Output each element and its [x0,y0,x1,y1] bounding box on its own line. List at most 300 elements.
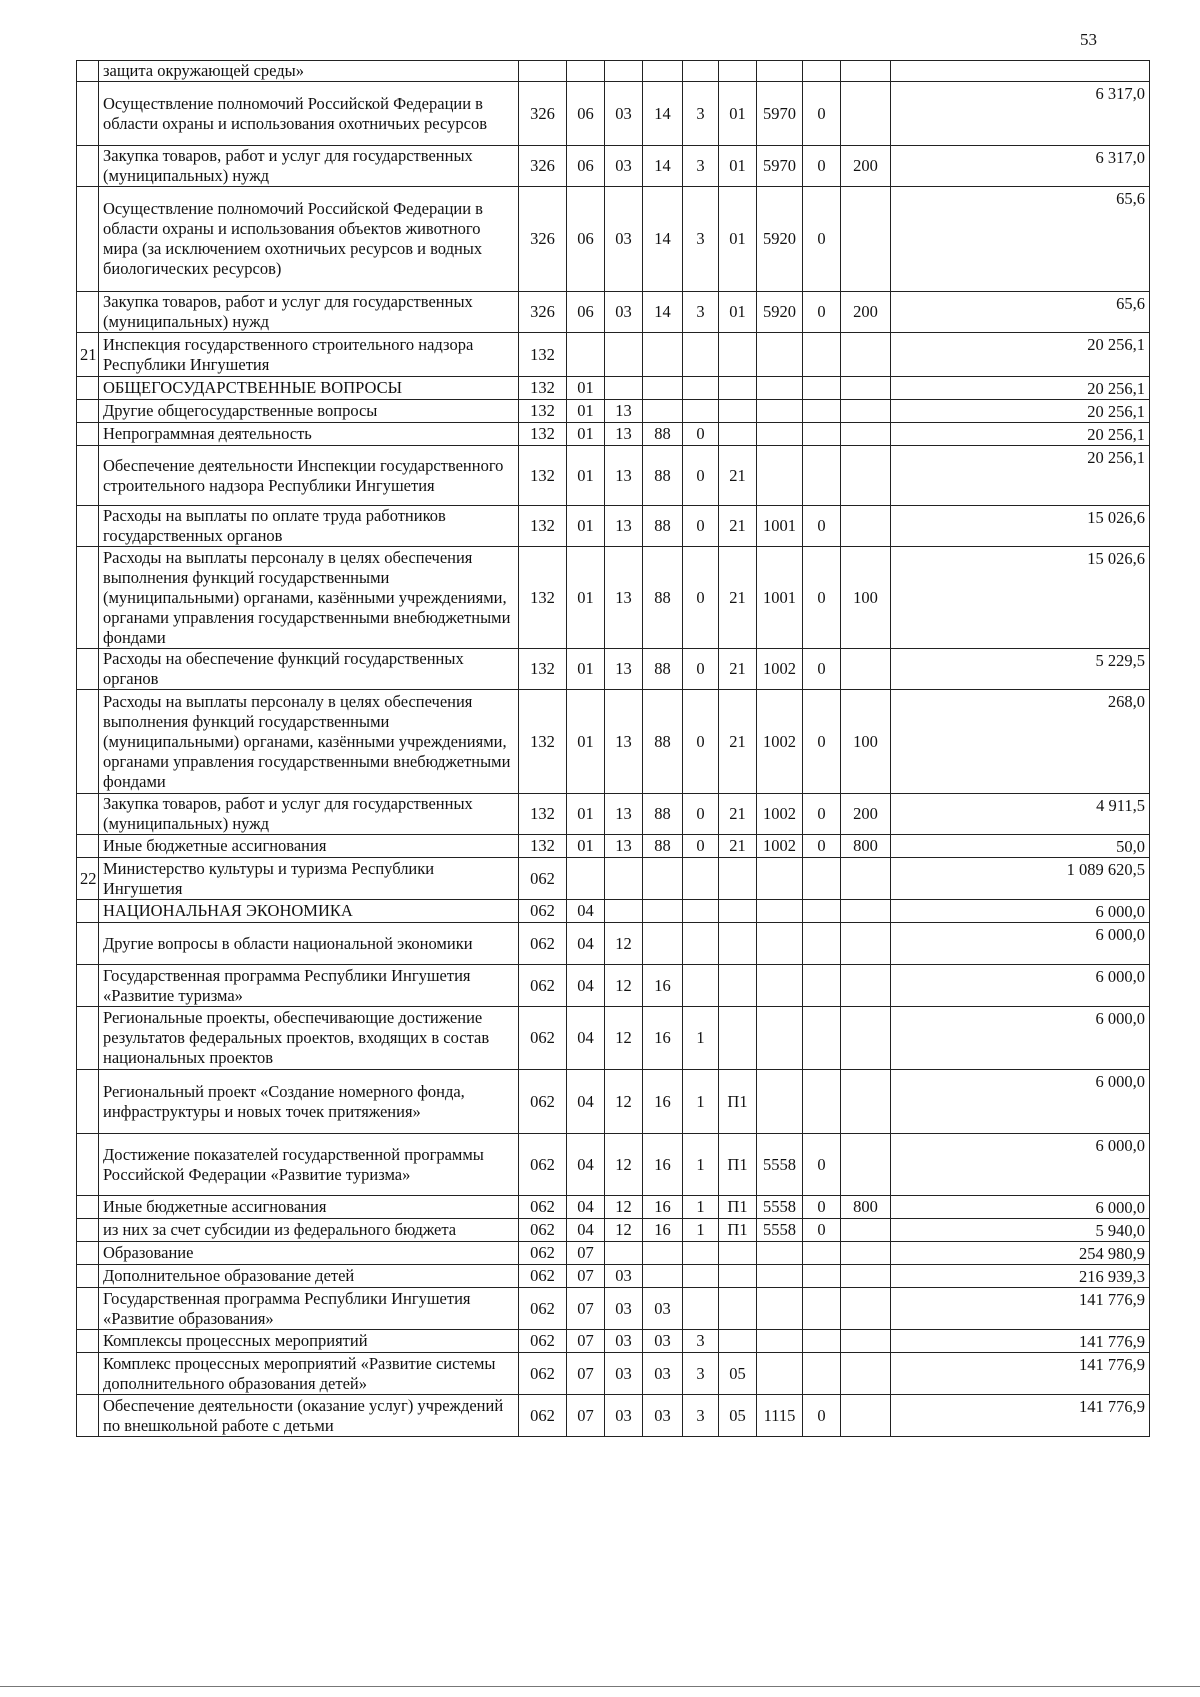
program-code [643,400,683,423]
row-name: Непрограммная деятельность [99,423,519,446]
activity-code: П1 [719,1070,757,1134]
activity-code [719,1242,757,1265]
row-number [77,1330,99,1353]
expense-type-code [841,923,891,965]
table-row [77,1007,1150,1070]
subsection-code [605,1242,643,1265]
direction-code [757,377,803,400]
subprogram-code: 1 [683,1007,719,1070]
expense-type-code [841,423,891,446]
activity-code [719,1330,757,1353]
subsection-code [605,61,643,82]
section-code: 06 [567,82,605,146]
row-amount: 65,6 [891,292,1150,333]
sub-direction-code [803,400,841,423]
row-amount: 20 256,1 [891,446,1150,506]
subsection-code: 03 [605,1265,643,1288]
program-code [643,858,683,900]
expense-type-code [841,900,891,923]
row-number [77,423,99,446]
sub-direction-code: 0 [803,835,841,858]
row-amount: 15 026,6 [891,506,1150,547]
sub-direction-code [803,1330,841,1353]
expense-type-code [841,1134,891,1196]
activity-code: 01 [719,146,757,187]
activity-code: 21 [719,835,757,858]
row-name: Обеспечение деятельности Инспекции государственного строительного надзора Республики Ингушетия [99,446,519,506]
expense-type-code [841,446,891,506]
row-amount: 6 000,0 [891,923,1150,965]
admin-code: 062 [519,1265,567,1288]
sub-direction-code [803,423,841,446]
activity-code: 21 [719,547,757,649]
row-name: ОБЩЕГОСУДАРСТВЕННЫЕ ВОПРОСЫ [99,377,519,400]
expense-type-code: 800 [841,835,891,858]
subsection-code: 12 [605,1134,643,1196]
expense-type-code [841,377,891,400]
row-name: Государственная программа Республики Ингушетия «Развитие туризма» [99,965,519,1007]
row-number [77,400,99,423]
program-code: 03 [643,1395,683,1437]
sub-direction-code: 0 [803,1395,841,1437]
direction-code: 5970 [757,146,803,187]
direction-code [757,1353,803,1395]
subprogram-code: 0 [683,506,719,547]
subprogram-code: 0 [683,835,719,858]
expense-type-code [841,1265,891,1288]
program-code: 14 [643,82,683,146]
subprogram-code: 0 [683,649,719,690]
admin-code: 326 [519,146,567,187]
expense-type-code [841,333,891,377]
row-number [77,1288,99,1330]
row-number [77,1134,99,1196]
subprogram-code: 3 [683,1330,719,1353]
subsection-code: 13 [605,547,643,649]
row-name: Достижение показателей государственной программы Российской Федерации «Развитие туризма» [99,1134,519,1196]
program-code: 88 [643,794,683,835]
activity-code: 01 [719,187,757,292]
subprogram-code: 1 [683,1134,719,1196]
section-code: 04 [567,923,605,965]
sub-direction-code: 0 [803,794,841,835]
direction-code [757,1330,803,1353]
admin-code: 062 [519,965,567,1007]
activity-code: П1 [719,1219,757,1242]
row-name: Расходы на выплаты персоналу в целях обеспечения выполнения функций государственными (муниципальными) органами, казёнными учреждениями, органами управления государственными внебюджетными фондами [99,690,519,794]
program-code [643,333,683,377]
sub-direction-code [803,61,841,82]
activity-code: 21 [719,690,757,794]
subsection-code: 13 [605,649,643,690]
program-code: 16 [643,1219,683,1242]
subprogram-code: 3 [683,146,719,187]
program-code: 88 [643,506,683,547]
direction-code: 5558 [757,1134,803,1196]
row-number [77,835,99,858]
subsection-code: 13 [605,400,643,423]
admin-code: 132 [519,377,567,400]
direction-code [757,1288,803,1330]
admin-code: 062 [519,1196,567,1219]
subprogram-code [683,1242,719,1265]
table-row [77,292,1150,333]
direction-code [757,965,803,1007]
sub-direction-code: 0 [803,1134,841,1196]
row-number [77,1395,99,1437]
expense-type-code [841,1288,891,1330]
table-row [77,690,1150,794]
row-number [77,923,99,965]
expense-type-code [841,187,891,292]
table-row [77,835,1150,858]
section-code: 04 [567,1196,605,1219]
page-number: 53 [1080,30,1097,49]
program-code: 14 [643,146,683,187]
section-code: 01 [567,446,605,506]
section-code: 07 [567,1353,605,1395]
direction-code [757,333,803,377]
sub-direction-code [803,333,841,377]
row-name: Инспекция государственного строительного надзора Республики Ингушетия [99,333,519,377]
row-number [77,1242,99,1265]
subsection-code: 12 [605,923,643,965]
row-name: из них за счет субсидии из федерального бюджета [99,1219,519,1242]
activity-code: 21 [719,794,757,835]
activity-code: 01 [719,292,757,333]
expense-type-code [841,1395,891,1437]
table-row [77,423,1150,446]
row-name: Региональные проекты, обеспечивающие достижение результатов федеральных проектов, входящих в состав национальных проектов [99,1007,519,1070]
program-code: 03 [643,1353,683,1395]
admin-code: 062 [519,1007,567,1070]
admin-code: 326 [519,82,567,146]
expense-type-code: 200 [841,292,891,333]
subprogram-code: 3 [683,292,719,333]
expense-type-code [841,1330,891,1353]
row-number [77,794,99,835]
admin-code: 062 [519,1219,567,1242]
admin-code: 132 [519,400,567,423]
row-name: Министерство культуры и туризма Республики Ингушетия [99,858,519,900]
subprogram-code [683,333,719,377]
expense-type-code [841,858,891,900]
direction-code: 5558 [757,1219,803,1242]
section-code [567,858,605,900]
subprogram-code [683,61,719,82]
row-amount: 141 776,9 [891,1330,1150,1353]
section-code [567,333,605,377]
direction-code [757,446,803,506]
program-code: 88 [643,446,683,506]
sub-direction-code [803,900,841,923]
subprogram-code: 3 [683,1353,719,1395]
table-row [77,900,1150,923]
row-number [77,1070,99,1134]
subprogram-code: 0 [683,423,719,446]
row-number: 22 [77,858,99,900]
section-code: 01 [567,506,605,547]
subprogram-code: 0 [683,446,719,506]
row-name: Иные бюджетные ассигнования [99,835,519,858]
row-name: Расходы на выплаты персоналу в целях обеспечения выполнения функций государственными (муниципальными) органами, казёнными учреждениями, органами управления государственными внебюджетными фондами [99,547,519,649]
row-amount: 6 000,0 [891,1070,1150,1134]
program-code: 16 [643,1070,683,1134]
table-row [77,146,1150,187]
program-code: 14 [643,187,683,292]
direction-code: 5920 [757,292,803,333]
row-number [77,1265,99,1288]
row-name: Комплексы процессных мероприятий [99,1330,519,1353]
program-code [643,61,683,82]
program-code: 88 [643,690,683,794]
row-name: Другие вопросы в области национальной экономики [99,923,519,965]
sub-direction-code: 0 [803,690,841,794]
admin-code: 062 [519,1070,567,1134]
admin-code: 132 [519,690,567,794]
row-amount: 6 000,0 [891,1196,1150,1219]
table-row [77,1265,1150,1288]
activity-code [719,900,757,923]
subsection-code: 13 [605,446,643,506]
direction-code [757,1007,803,1070]
row-amount: 20 256,1 [891,333,1150,377]
subsection-code: 03 [605,1288,643,1330]
row-number [77,187,99,292]
row-name: Комплекс процессных мероприятий «Развитие системы дополнительного образования детей» [99,1353,519,1395]
row-amount: 15 026,6 [891,547,1150,649]
row-number [77,1219,99,1242]
section-code: 01 [567,547,605,649]
admin-code: 132 [519,506,567,547]
expense-type-code: 100 [841,690,891,794]
sub-direction-code: 0 [803,649,841,690]
admin-code: 062 [519,858,567,900]
row-amount: 141 776,9 [891,1395,1150,1437]
table-row [77,400,1150,423]
sub-direction-code [803,1007,841,1070]
row-amount: 1 089 620,5 [891,858,1150,900]
subsection-code: 13 [605,506,643,547]
admin-code: 062 [519,923,567,965]
program-code: 88 [643,547,683,649]
section-code: 07 [567,1395,605,1437]
activity-code [719,333,757,377]
sub-direction-code [803,377,841,400]
activity-code: 21 [719,649,757,690]
expense-type-code [841,1242,891,1265]
direction-code [757,923,803,965]
direction-code: 5970 [757,82,803,146]
activity-code: 05 [719,1395,757,1437]
program-code [643,1265,683,1288]
activity-code [719,377,757,400]
admin-code: 326 [519,187,567,292]
program-code: 88 [643,423,683,446]
expense-type-code [841,1219,891,1242]
table-row [77,547,1150,649]
sub-direction-code [803,965,841,1007]
direction-code [757,423,803,446]
activity-code: П1 [719,1196,757,1219]
row-name: Закупка товаров, работ и услуг для государственных (муниципальных) нужд [99,146,519,187]
subprogram-code [683,858,719,900]
row-name: Другие общегосударственные вопросы [99,400,519,423]
row-amount: 5 940,0 [891,1219,1150,1242]
sub-direction-code: 0 [803,1196,841,1219]
admin-code: 132 [519,794,567,835]
section-code: 04 [567,1007,605,1070]
budget-table [76,60,1150,1437]
direction-code [757,858,803,900]
admin-code: 062 [519,900,567,923]
subsection-code: 03 [605,1353,643,1395]
program-code: 88 [643,835,683,858]
direction-code: 1002 [757,649,803,690]
table-body [77,61,1150,1437]
sub-direction-code [803,923,841,965]
table-row [77,1330,1150,1353]
program-code: 16 [643,965,683,1007]
sub-direction-code [803,1288,841,1330]
expense-type-code [841,1070,891,1134]
table-row [77,794,1150,835]
expense-type-code [841,400,891,423]
section-code: 07 [567,1265,605,1288]
section-code: 01 [567,649,605,690]
subsection-code [605,333,643,377]
activity-code [719,1007,757,1070]
page-bottom-edge [0,1686,1200,1687]
admin-code: 062 [519,1353,567,1395]
table-row [77,1134,1150,1196]
table-row [77,1196,1150,1219]
table-row [77,858,1150,900]
admin-code: 062 [519,1330,567,1353]
section-code: 01 [567,377,605,400]
sub-direction-code [803,1353,841,1395]
activity-code [719,923,757,965]
program-code: 03 [643,1288,683,1330]
row-amount: 5 229,5 [891,649,1150,690]
section-code: 06 [567,187,605,292]
table-row [77,1288,1150,1330]
section-code: 01 [567,794,605,835]
section-code: 07 [567,1330,605,1353]
row-name: Образование [99,1242,519,1265]
expense-type-code [841,649,891,690]
program-code [643,377,683,400]
row-number [77,506,99,547]
direction-code [757,400,803,423]
row-name: Осуществление полномочий Российской Федерации в области охраны и использования объектов животного мира (за исключением охотничьих ресурсов и водных биологических ресурсов) [99,187,519,292]
activity-code: 21 [719,506,757,547]
row-amount: 20 256,1 [891,423,1150,446]
table-row [77,377,1150,400]
row-amount: 141 776,9 [891,1288,1150,1330]
table-row [77,61,1150,82]
row-amount: 6 000,0 [891,965,1150,1007]
subsection-code: 13 [605,690,643,794]
row-name: НАЦИОНАЛЬНАЯ ЭКОНОМИКА [99,900,519,923]
subsection-code [605,377,643,400]
sub-direction-code: 0 [803,187,841,292]
expense-type-code [841,82,891,146]
admin-code: 132 [519,446,567,506]
row-amount: 216 939,3 [891,1265,1150,1288]
subprogram-code: 3 [683,187,719,292]
row-name: защита окружающей среды» [99,61,519,82]
row-number [77,965,99,1007]
section-code: 01 [567,835,605,858]
direction-code [757,1070,803,1134]
row-name: Расходы на обеспечение функций государственных органов [99,649,519,690]
subsection-code [605,900,643,923]
sub-direction-code: 0 [803,82,841,146]
sub-direction-code [803,1265,841,1288]
activity-code: 21 [719,446,757,506]
subprogram-code: 0 [683,794,719,835]
expense-type-code [841,1353,891,1395]
direction-code: 5920 [757,187,803,292]
section-code: 04 [567,1070,605,1134]
subprogram-code [683,965,719,1007]
row-number: 21 [77,333,99,377]
section-code: 06 [567,146,605,187]
section-code [567,61,605,82]
subprogram-code [683,923,719,965]
row-amount: 6 000,0 [891,1134,1150,1196]
subsection-code: 03 [605,1330,643,1353]
subprogram-code [683,400,719,423]
subprogram-code [683,1288,719,1330]
row-number [77,690,99,794]
sub-direction-code: 0 [803,506,841,547]
program-code [643,900,683,923]
activity-code [719,1265,757,1288]
row-name: Закупка товаров, работ и услуг для государственных (муниципальных) нужд [99,794,519,835]
row-amount: 4 911,5 [891,794,1150,835]
section-code: 01 [567,690,605,794]
subprogram-code: 0 [683,690,719,794]
program-code: 14 [643,292,683,333]
row-name: Государственная программа Республики Ингушетия «Развитие образования» [99,1288,519,1330]
table-row [77,506,1150,547]
row-name: Обеспечение деятельности (оказание услуг) учреждений по внешкольной работе с детьми [99,1395,519,1437]
direction-code: 1001 [757,506,803,547]
row-amount: 6 000,0 [891,900,1150,923]
admin-code: 062 [519,1288,567,1330]
activity-code: П1 [719,1134,757,1196]
row-amount: 6 317,0 [891,82,1150,146]
direction-code [757,900,803,923]
direction-code [757,61,803,82]
expense-type-code: 800 [841,1196,891,1219]
row-amount: 254 980,9 [891,1242,1150,1265]
row-number [77,146,99,187]
direction-code: 1002 [757,835,803,858]
subprogram-code: 1 [683,1196,719,1219]
admin-code: 132 [519,547,567,649]
sub-direction-code [803,1070,841,1134]
expense-type-code: 100 [841,547,891,649]
row-amount: 20 256,1 [891,377,1150,400]
row-amount: 20 256,1 [891,400,1150,423]
row-amount: 65,6 [891,187,1150,292]
table-row [77,649,1150,690]
table-row [77,965,1150,1007]
program-code: 03 [643,1330,683,1353]
